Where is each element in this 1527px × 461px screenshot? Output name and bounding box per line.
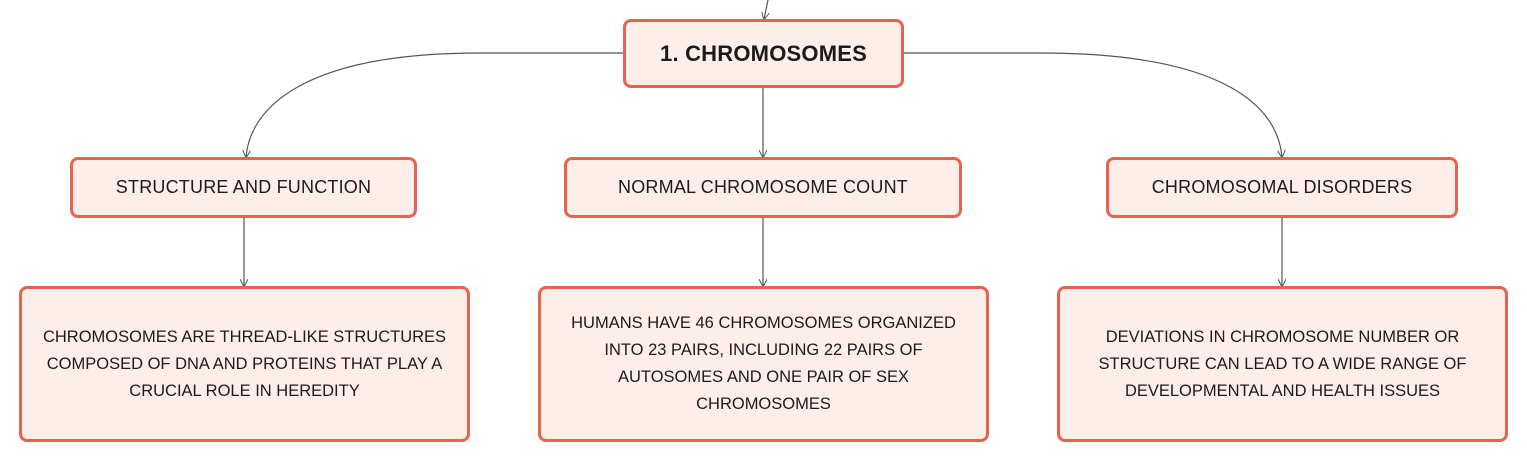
root-node[interactable]: [623, 19, 904, 88]
topic-node-label: NORMAL CHROMOSOME COUNT: [618, 177, 908, 197]
root-node-label: 1. CHROMOSOMES: [660, 40, 867, 66]
topic-node-label: CHROMOSOMAL DISORDERS: [1151, 177, 1413, 197]
detail-node-text: DEVIATIONS IN CHROMOSOME NUMBER OR STRUCTURE CAN LEAD TO A WIDE RANGE OF DEVELOPMENTAL AND HEALTH ISSUES: [1098, 327, 1467, 400]
detail-node-text: HUMANS HAVE 46 CHROMOSOMES ORGANIZED INTO 23 PAIRS, INCLUDING 22 PAIRS OF AUTOSOMES AND ONE PAIR OF SEX CHROMOSOMES: [571, 314, 956, 413]
connector-root-to-structure: [246, 53, 623, 157]
connector-root-to-disorders: [904, 53, 1282, 157]
detail-node-structure-and-function[interactable]: [19, 286, 470, 442]
topic-node-chromosomal-disorders[interactable]: [1106, 157, 1458, 218]
detail-node-chromosomal-disorders[interactable]: [1057, 286, 1508, 442]
topic-node-normal-chromosome-count[interactable]: [564, 157, 962, 218]
incoming-connector: [764, 0, 768, 19]
topic-node-label: STRUCTURE AND FUNCTION: [115, 177, 372, 197]
topic-node-structure-and-function[interactable]: [70, 157, 417, 218]
detail-node-normal-chromosome-count[interactable]: [538, 286, 989, 442]
detail-node-text: CHROMOSOMES ARE THREAD-LIKE STRUCTURES COMPOSED OF DNA AND PROTEINS THAT PLAY A CRUCIAL ROLE IN HEREDITY: [42, 327, 447, 400]
